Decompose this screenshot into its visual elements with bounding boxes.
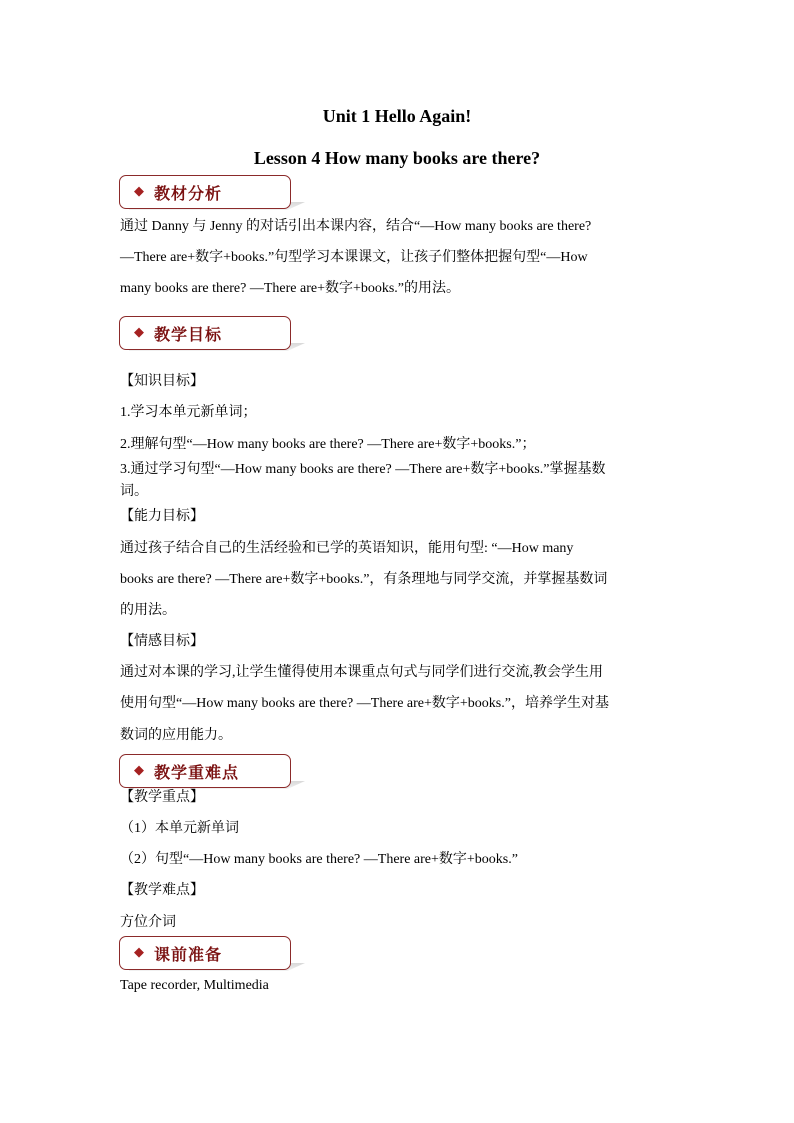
ability-line-1: 通过孩子结合自己的生活经验和已学的英语知识，能用句型: “—How many xyxy=(120,541,574,556)
section-header-prep xyxy=(119,936,305,974)
prep-line-1: Tape recorder, Multimedia xyxy=(120,978,269,993)
ability-label: 【能力目标】 xyxy=(120,509,204,524)
knowledge-line-2: 2.理解句型“—How many books are there? —There are+数字+books.”； xyxy=(120,437,536,452)
knowledge-line-1: 1.学习本单元新单词； xyxy=(120,405,257,420)
analysis-line-2: —There are+数字+books.”句型学习本课课文，让孩子们整体把握句型“—How xyxy=(120,250,588,265)
focus-line-1: （1）本单元新单词 xyxy=(120,821,239,836)
ability-line-2: books are there? —There are+数字+books.”，有条理地与同学交流，并掌握基数词 xyxy=(120,572,608,587)
focus-label: 【教学重点】 xyxy=(120,790,204,805)
analysis-line-1: 通过 Danny 与 Jenny 的对话引出本课内容，结合“—How many books are there? xyxy=(120,219,592,234)
section-header-analysis xyxy=(119,175,305,213)
lesson-title: Lesson 4 How many books are there? xyxy=(253,148,541,168)
emotion-line-3: 数词的应用能力。 xyxy=(120,728,232,743)
emotion-line-2: 使用句型“—How many books are there? —There are+数字+books.”，培养学生对基 xyxy=(120,696,609,711)
knowledge-line-4: 词。 xyxy=(120,484,148,499)
emotion-line-1: 通过对本课的学习,让学生懂得使用本课重点句式与同学们进行交流,教会学生用 xyxy=(120,665,603,680)
diamond-icon: ◆ xyxy=(134,945,144,960)
diamond-icon: ◆ xyxy=(134,184,144,199)
emotion-label: 【情感目标】 xyxy=(120,634,204,649)
diamond-icon: ◆ xyxy=(134,325,144,340)
section-heading: 课前准备 xyxy=(154,945,223,964)
ability-line-3: 的用法。 xyxy=(120,603,176,618)
section-header-keypoints xyxy=(119,754,305,792)
focus-line-2: （2）句型“—How many books are there? —There are+数字+books.” xyxy=(120,852,518,867)
section-heading: 教学重难点 xyxy=(154,763,240,782)
unit-title: Unit 1 Hello Again! xyxy=(322,106,472,126)
section-heading: 教材分析 xyxy=(154,184,223,203)
analysis-line-3: many books are there? —There are+数字+books.”的用法。 xyxy=(120,281,461,296)
knowledge-line-3: 3.通过学习句型“—How many books are there? —There are+数字+books.”掌握基数 xyxy=(120,462,606,477)
knowledge-label: 【知识目标】 xyxy=(120,374,204,389)
diamond-icon: ◆ xyxy=(134,763,144,778)
section-heading: 教学目标 xyxy=(154,325,223,344)
section-header-goals xyxy=(119,316,305,354)
difficulty-line-1: 方位介词 xyxy=(120,915,176,930)
difficulty-label: 【教学难点】 xyxy=(120,883,204,898)
